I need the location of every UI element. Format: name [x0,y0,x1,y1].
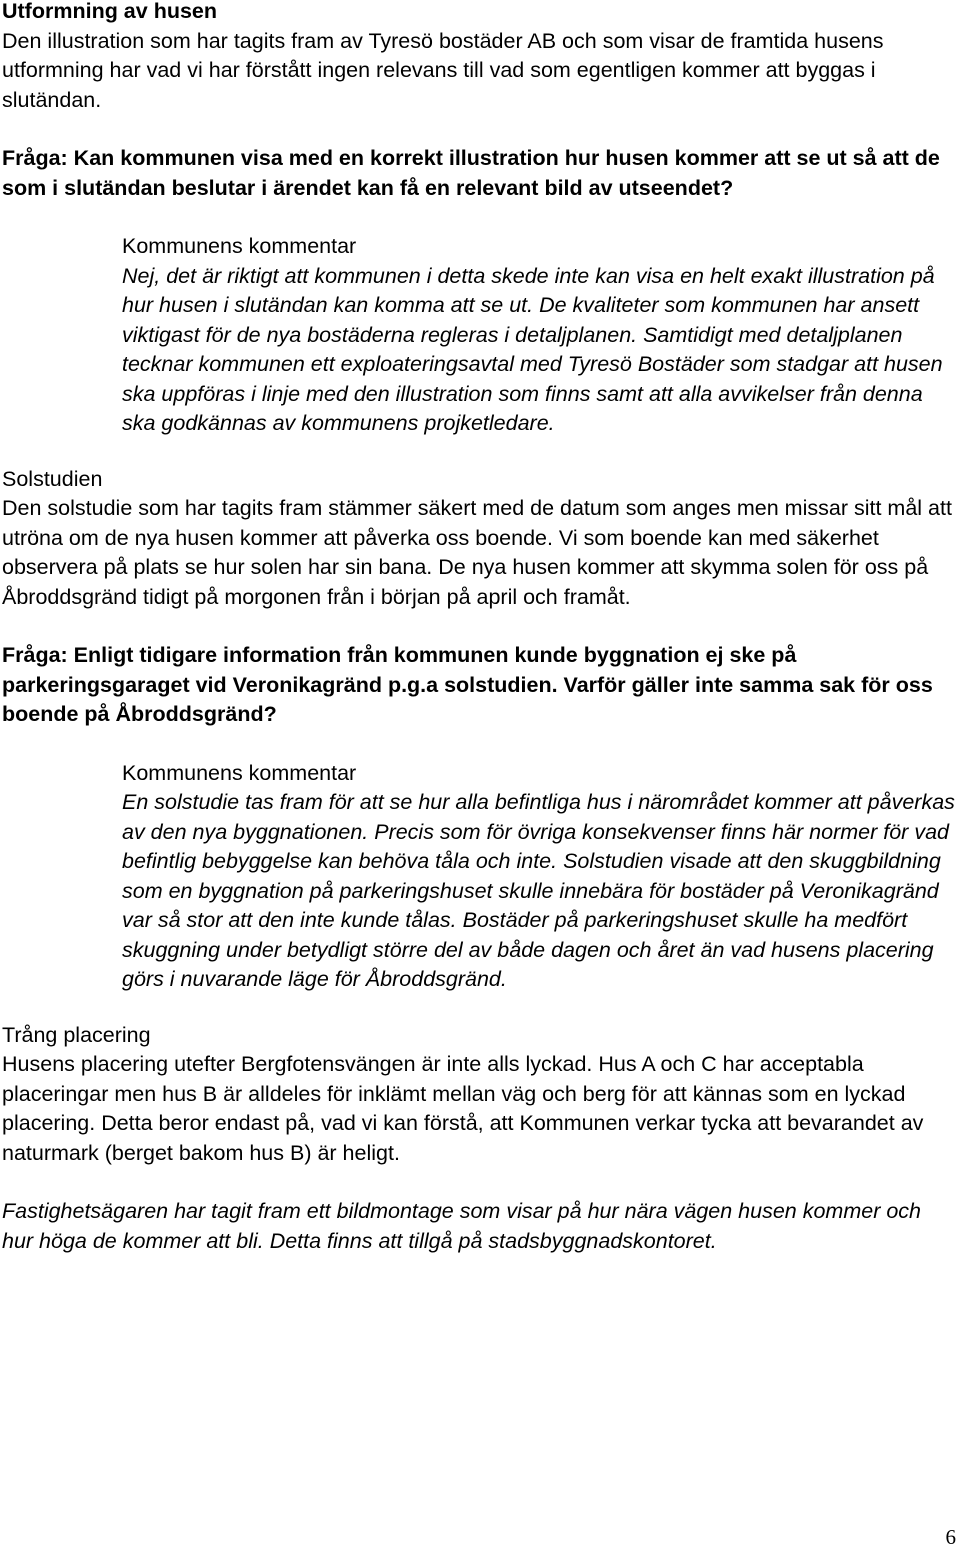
page-number: 6 [945,1525,956,1549]
note-fastighetsagaren: Fastighetsägaren har tagit fram ett bildmontage som visar på hur nära vägen husen kommer och hur höga de kommer att bli. Detta finns att tillgå på stadsbyggnadskontoret. [2,1199,922,1253]
spacer [2,439,958,465]
comment-block-utformning [122,232,958,439]
spacer [2,730,958,759]
comment-heading: Kommunens kommentar [122,760,357,785]
paragraph-utformning: Den illustration som har tagits fram av Tyresö bostäder AB och som visar de framtida husens utformning har vad vi har förstått ingen relevans till vad som egentligen kommer att byggas i slutändan. [2,28,884,112]
comment-block-solstudien [122,759,958,995]
spacer [2,203,958,232]
spacer [2,1168,958,1197]
comment-paragraph: En solstudie tas fram för att se hur alla befintliga hus i närområdet kommer att påverkas av den nya byggnationen. Precis som för övriga konsekvenser finns här normer för vad befintlig bebyggelse kan behöva tåla och inte. Solstudien visade att den skuggbildning som en byggnation på parkeringshuset skulle innebära för bostäder på Veronikagränd var så stor att den inte kunde tålas. Bostäder på parkeringshuset skulle ha medfört skuggning under betydligt större del av både dagen och året än vad husens placering görs i nuvarande läge för Åbroddsgränd. [122,790,955,991]
paragraph-trang-placering: Husens placering utefter Bergfotensvängen är inte alls lyckad. Hus A och C har acceptabla placeringar men hus B är alldeles för inklämt mellan väg och berg för att kännas som en lyckad placering. Detta beror endast på, vad vi kan förstå, att Kommunen verkar tycka att bevarandet av naturmark (berget bakom hus B) är heligt. [2,1052,924,1165]
question-utformning: Fråga: Kan kommunen visa med en korrekt illustration hur husen kommer att se ut så att de som i slutändan beslutar i ärendet kan få en relevant bild av utseendet? [2,146,940,200]
question-solstudien: Fråga: Enligt tidigare information från kommunen kunde byggnation ej ske på parkeringsgaraget vid Veronikagränd p.g.a solstudien. Varför gäller inte samma sak för oss boende på Åbroddsgränd? [2,643,933,726]
comment-heading: Kommunens kommentar [122,234,357,258]
spacer [2,115,958,144]
paragraph-solstudien: Den solstudie som har tagits fram stämmer säkert med de datum som anges men missar sitt mål att utröna om de nya husen kommer att påverka oss boende. Vi som boende kan med säkerhet observera på plats se hur solen har sin bana. De nya husen kommer att skymma solen för oss på Åbroddsgränd tidigt på morgonen från i början på april och framåt. [2,496,952,609]
section-heading-utformning: Utformning av husen [2,0,218,23]
document-page [2,0,958,1256]
section-heading-solstudien: Solstudien [2,466,103,491]
section-heading-trang-placering: Trång placering [2,1022,151,1047]
spacer [2,612,958,641]
comment-paragraph: Nej, det är riktigt att kommunen i detta skede inte kan visa en helt exakt illustration på hur husen i slutändan kan komma att se ut. De kvaliteter som kommunen har ansett viktigast för de nya bostäderna regleras i detaljplanen. Samtidigt med detaljplanen tecknar kommunen ett exploateringsavtal med Tyresö Bostäder som stadgar att husen ska uppföras i linje med den illustration som finns samt att alla avvikelser från denna ska godkännas av kommunens projketledare. [122,263,943,435]
spacer [2,995,958,1021]
